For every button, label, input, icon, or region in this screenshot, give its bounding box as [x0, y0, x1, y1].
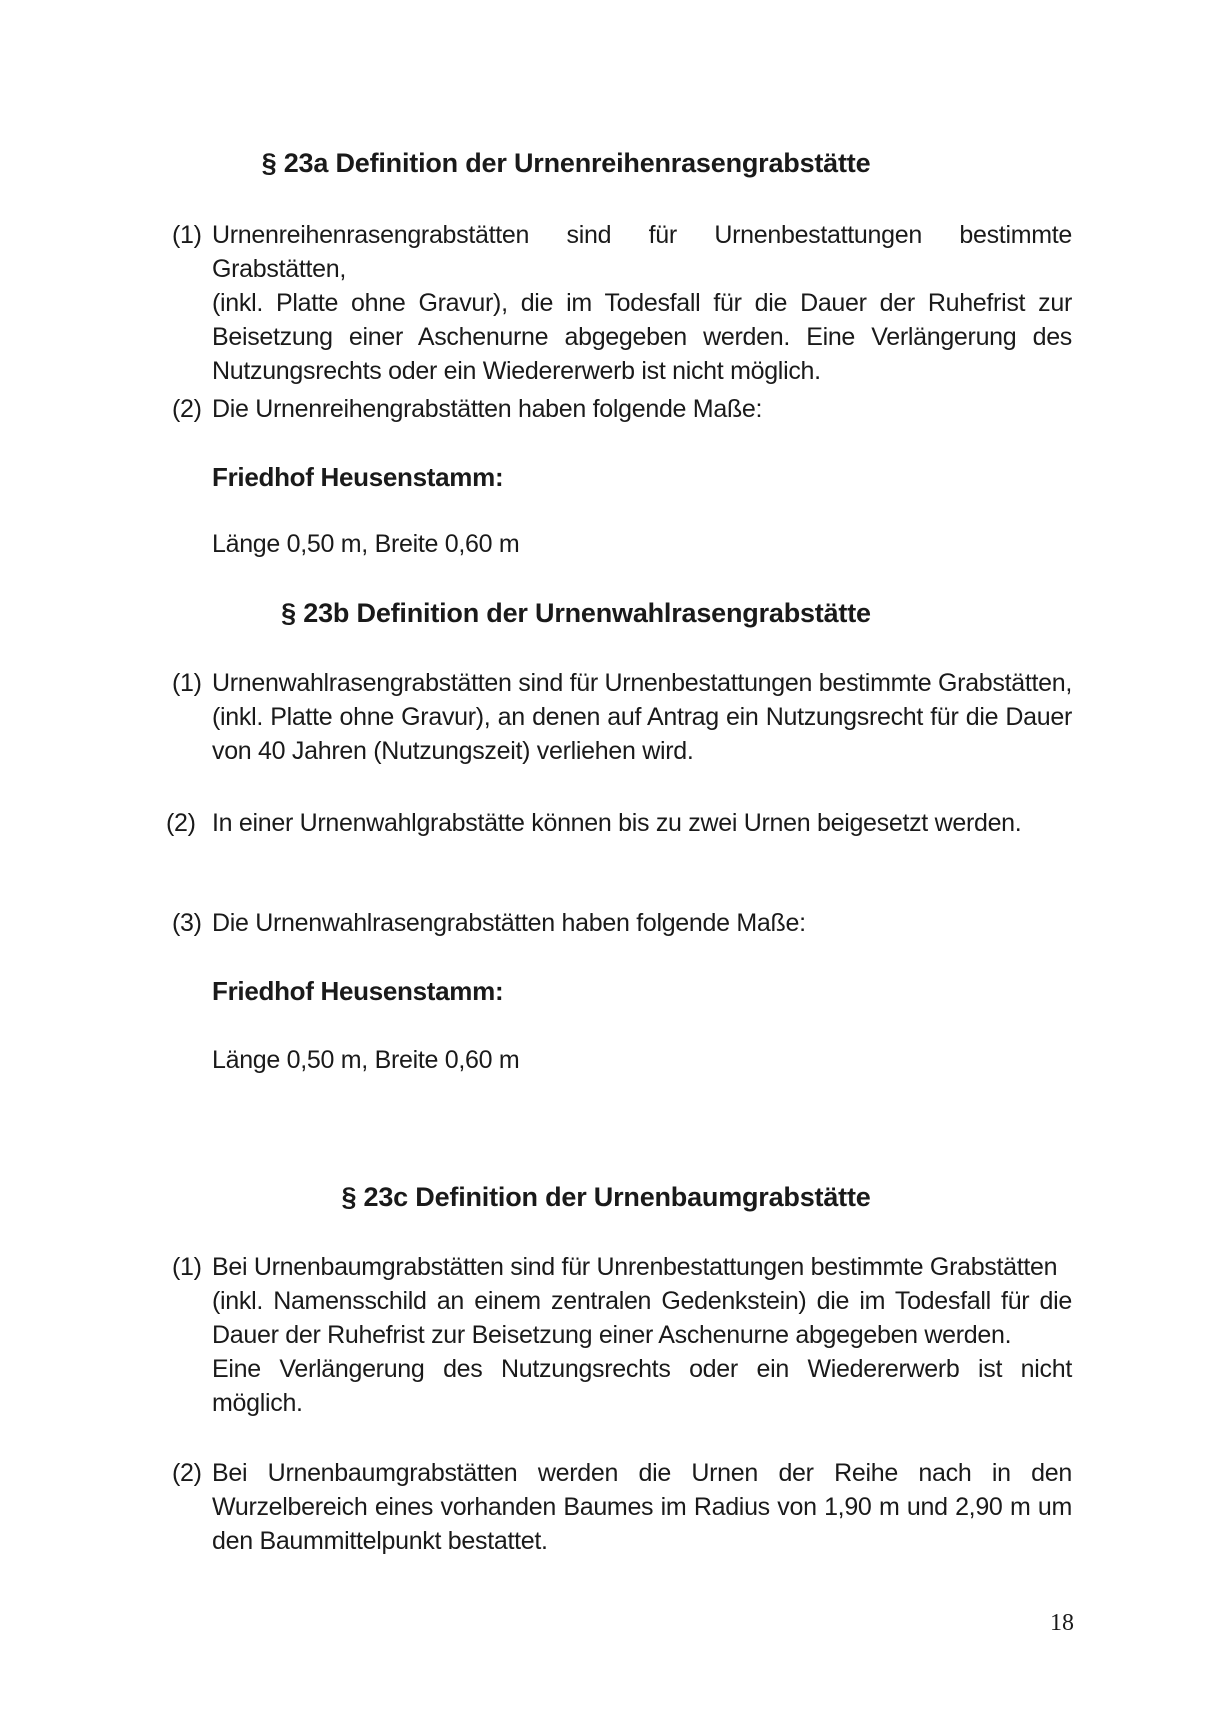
section-23b-paragraph-3: [172, 906, 1072, 940]
paragraph-number: (2): [172, 1459, 202, 1487]
section-23a-heading: § 23a Definition der Urnenreihenrasengrabstätte: [261, 148, 871, 178]
text-line: Bei Urnenbaumgrabstätten werden die Urnen der Reihe nach in den: [212, 1459, 1072, 1487]
text-line: den Baummittelpunkt bestattet.: [212, 1527, 548, 1555]
paragraph-number: (1): [172, 221, 202, 249]
section-23a-paragraph-2: [172, 392, 1072, 426]
paragraph-number: (2): [166, 809, 196, 837]
section-23c-paragraph-1: [172, 1250, 1072, 1420]
text-line: Dauer der Ruhefrist zur Beisetzung einer Aschenurne abgegeben werden.: [212, 1321, 1012, 1349]
paragraph-text: In einer Urnenwahlgrabstätte können bis zu zwei Urnen beigesetzt werden.: [212, 809, 1022, 837]
section-23b-paragraph-1: [172, 666, 1072, 768]
section-23b-heading: § 23b Definition der Urnenwahlrasengrabstätte: [281, 598, 871, 628]
paragraph-text: [212, 666, 1072, 768]
section-23b-paragraph-2: [166, 806, 1076, 840]
text-line: Eine Verlängerung des Nutzungsrechts oder ein Wiedererwerb ist nicht möglich.: [212, 1355, 1072, 1417]
section-23a-measurements: Länge 0,50 m, Breite 0,60 m: [212, 530, 520, 558]
paragraph-text: [212, 1250, 1072, 1420]
section-23c-heading: § 23c Definition der Urnenbaumgrabstätte: [341, 1182, 871, 1212]
text-line: Beisetzung einer Aschenurne abgegeben werden. Eine Verlängerung des: [212, 323, 1072, 351]
paragraph-number: (3): [172, 909, 202, 937]
text-line: Urnenreihenrasengrabstätten sind für Urnenbestattungen bestimmte Grabstätten,: [212, 221, 1072, 283]
section-23b-measurements: Länge 0,50 m, Breite 0,60 m: [212, 1046, 520, 1074]
paragraph-text: [212, 218, 1072, 388]
text-line: Bei Urnenbaumgrabstätten sind für Unrenbestattungen bestimmte Grabstätten: [212, 1253, 1058, 1281]
paragraph-text: Die Urnenreihengrabstätten haben folgende Maße:: [212, 395, 763, 423]
paragraph-text: [212, 1456, 1072, 1558]
section-23a-location: Friedhof Heusenstamm:: [212, 462, 504, 492]
text-line: (inkl. Platte ohne Gravur), an denen auf Antrag ein Nutzungsrecht für die Dauer: [212, 703, 1072, 731]
section-23c-paragraph-2: [172, 1456, 1072, 1558]
page-number: 18: [1050, 1610, 1074, 1636]
text-line: Nutzungsrechts oder ein Wiedererwerb ist nicht möglich.: [212, 357, 821, 385]
paragraph-text: Die Urnenwahlrasengrabstätten haben folgende Maße:: [212, 909, 806, 937]
paragraph-number: (1): [172, 1253, 202, 1281]
section-23b-location: Friedhof Heusenstamm:: [212, 976, 504, 1006]
text-line: (inkl. Platte ohne Gravur), die im Todesfall für die Dauer der Ruhefrist zur: [212, 289, 1072, 317]
text-line: (inkl. Namensschild an einem zentralen Gedenkstein) die im Todesfall für die: [212, 1287, 1072, 1315]
section-23a-paragraph-1: [172, 218, 1072, 388]
text-line: von 40 Jahren (Nutzungszeit) verliehen wird.: [212, 737, 694, 765]
text-line: Urnenwahlrasengrabstätten sind für Urnenbestattungen bestimmte Grabstätten,: [212, 669, 1072, 697]
paragraph-number: (1): [172, 669, 202, 697]
text-line: Wurzelbereich eines vorhanden Baumes im Radius von 1,90 m und 2,90 m um: [212, 1493, 1072, 1521]
paragraph-number: (2): [172, 395, 202, 423]
